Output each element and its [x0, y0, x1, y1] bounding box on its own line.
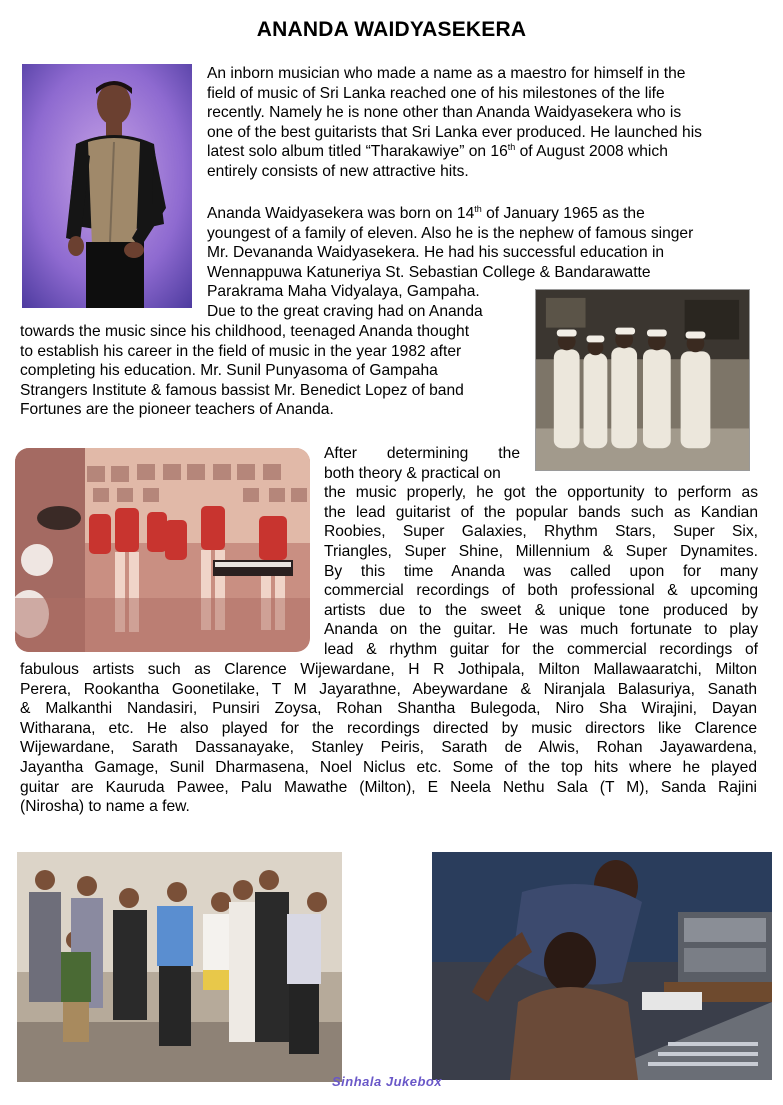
text-line: Parakrama Maha Vidyalaya, Gampaha.: [207, 283, 480, 301]
text-line: entirely consists of new attractive hits.: [207, 162, 469, 180]
text-line: Fortunes are the pioneer teachers of Ananda.: [20, 401, 334, 419]
text-line: Triangles, Super Shine, Millennium & Super Dynamites.: [324, 542, 758, 560]
text-line: Jayantha Gamage, Sunil Dharmasena, Noel Niclus etc. Some of the top hits where he played: [20, 758, 757, 776]
text-line: one of the best guitarists that Sri Lanka ever produced. He launched his: [207, 123, 702, 141]
text-line: Roobies, Super Galaxies, Rhythm Stars, Super Six,: [324, 523, 758, 541]
text-line: & Malkanthi Nandasiri, Punsiri Zoysa, Rohan Shantha Bulegoda, Niro Sha Wirajini, Dayan: [20, 700, 757, 718]
biography-paragraph-continued: [20, 322, 520, 420]
watermark-text: Sinhala Jukebox: [332, 1074, 443, 1089]
family-group-photo: [17, 852, 342, 1082]
text-line: Perera, Rookantha Goonetilake, T M Jayarathne, Abeywardane & Niranjala Balasuriya, Sanath: [20, 680, 757, 698]
text-line: Ananda on the guitar. He was much fortunate to play: [324, 621, 758, 639]
intro-paragraph: [207, 64, 757, 182]
career-paragraph-continued: [20, 660, 757, 817]
band-performance-photo: [15, 448, 310, 652]
text-line: completing his education. Mr. Sunil Punyasoma of Gampaha: [20, 362, 438, 380]
text-line: Witharana, etc. He also played for the recordings directed by music directors like Clarence: [20, 719, 757, 737]
text-line: Strangers Institute & famous bassist Mr. Benedict Lopez of band: [20, 381, 464, 399]
text-line: the lead guitarist of the popular bands such as Kandian: [324, 503, 758, 521]
text-line: commercial recordings of both professional & upcoming: [324, 582, 758, 600]
text-line: guitar are Kauruda Pawee, Palu Mawathe (Milton), E Neela Nethu Sala (T M), Sanda Rajini: [20, 778, 757, 796]
text-line: Mr. Devananda Waidyasekera. He had his successful education in: [207, 244, 665, 262]
text-line: artists due to the sweet & unique tone produced by: [324, 601, 758, 619]
biography-paragraph: [207, 204, 757, 322]
text-line: both theory & practical on: [324, 464, 501, 482]
career-paragraph: [324, 444, 758, 660]
text-line: field of music of Sri Lanka reached one of his milestones of the life: [207, 84, 665, 102]
text-line: fabulous artists such as Clarence Wijewardane, H R Jothipala, Milton Mallawaaratchi, Milton: [20, 661, 757, 678]
text-line: towards the music since his childhood, teenaged Ananda thought: [20, 323, 470, 340]
text-line: Wennappuwa Katuneriya St. Sebastian College & Bandarawatte: [207, 263, 651, 281]
page-title: ANANDA WAIDYASEKERA: [256, 18, 527, 41]
recording-studio-photo: [432, 852, 772, 1080]
text-line: latest solo album titled “Tharakawiye” on 16th of August 2008 which: [207, 142, 668, 161]
text-line: An inborn musician who made a name as a maestro for himself in the: [207, 65, 686, 82]
text-line: Ananda Waidyasekera was born on 14th of January 1965 as the: [207, 203, 645, 222]
text-line: Due to the great craving had on Ananda: [207, 302, 483, 320]
text-line: Wijewardane, Sarath Dassanayake, Stanley Peiris, Sarath de Alwis, Rohan Jayawardena,: [20, 739, 757, 757]
text-line: to establish his career in the field of music in the year 1982 after: [20, 342, 462, 360]
text-line: the music properly, he got the opportunity to perform as: [324, 484, 758, 502]
text-line: youngest of a family of eleven. Also he is the nephew of famous singer: [207, 224, 694, 242]
text-line: recently. Namely he is none other than Ananda Waidyasekera who is: [207, 104, 682, 122]
text-line: lead & rhythm guitar for the commercial recordings of: [324, 640, 758, 658]
portrait-photo: [22, 64, 192, 308]
text-line: After determining the: [324, 445, 520, 462]
text-line: By this time Ananda was called upon for many: [324, 562, 758, 580]
text-line: (Nirosha) to name a few.: [20, 798, 190, 816]
